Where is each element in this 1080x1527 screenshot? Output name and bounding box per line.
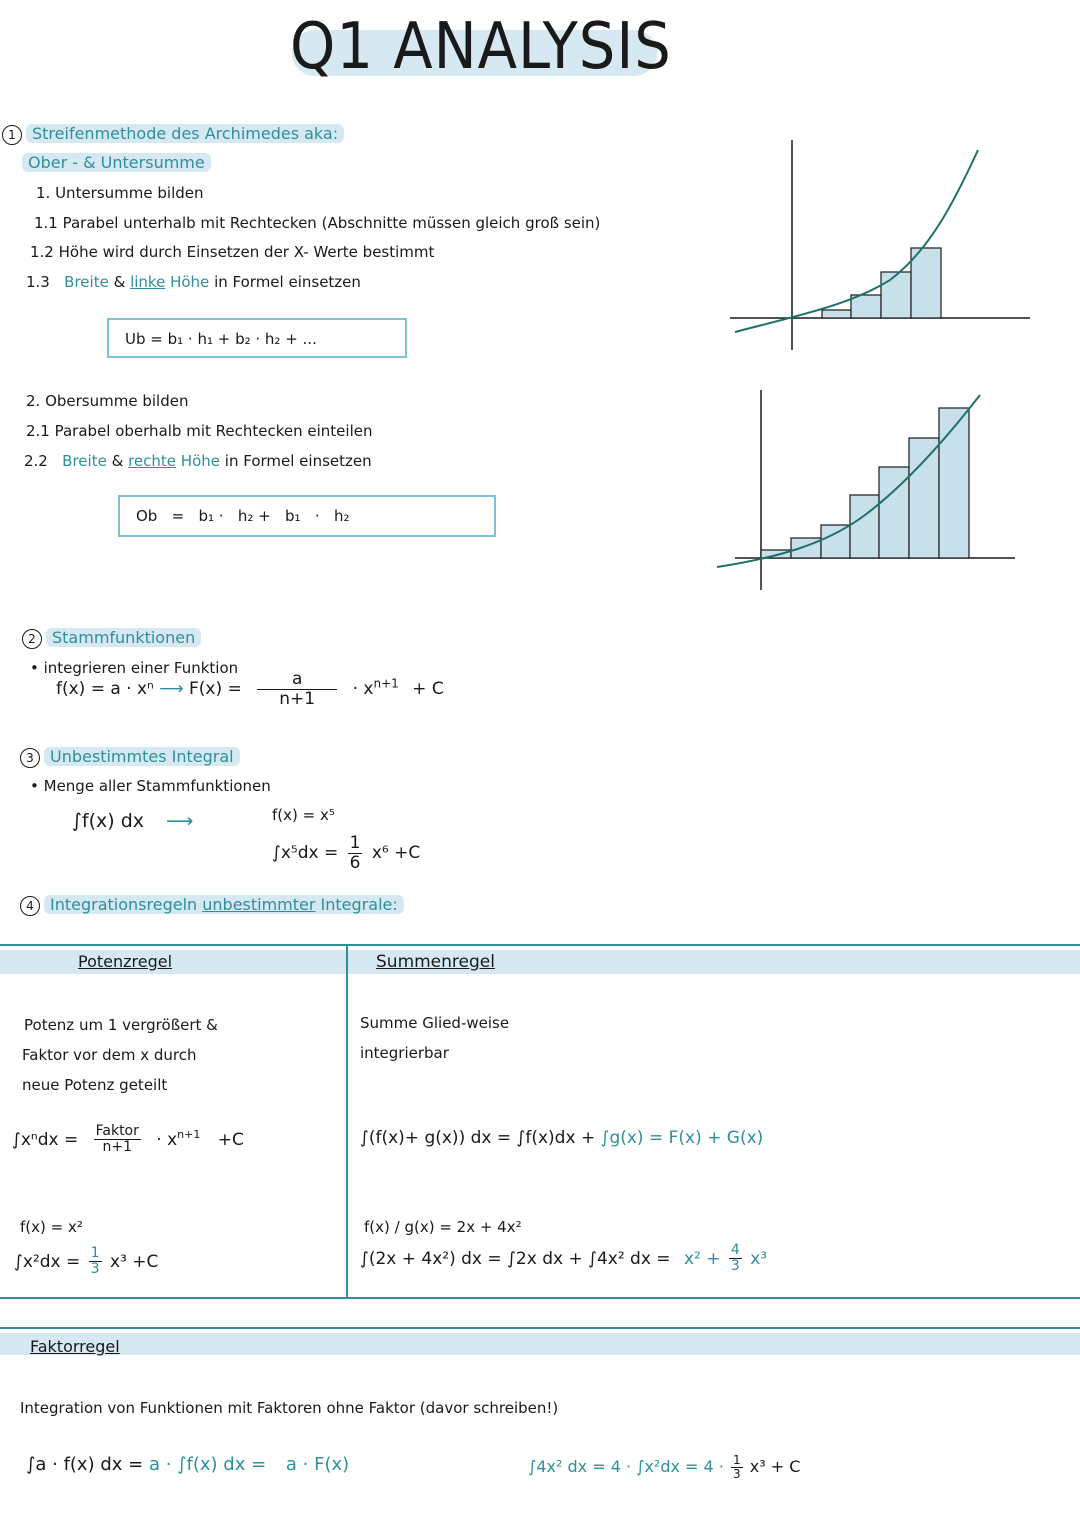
integral-text: ∫f(x) dx <box>72 810 145 832</box>
table-top-rule <box>0 944 1080 946</box>
fraction-numerator: 1 <box>90 1245 100 1261</box>
fraction-numerator: 4 <box>730 1242 740 1258</box>
summenregel-heading: Summenregel <box>376 952 495 972</box>
faktorregel-example <box>528 1454 800 1481</box>
line13-hoehe: Höhe <box>170 273 210 291</box>
untersumme-bar <box>881 272 911 318</box>
untersumme-formula: Ub = b₁ · h₁ + b₂ · h₂ + ... <box>125 330 317 348</box>
section4-heading-b: unbestimmter <box>202 895 316 914</box>
fraction-numerator: Faktor <box>95 1123 139 1139</box>
section2-bullet-text: integrieren einer Funktion <box>43 659 239 677</box>
fraction-denominator: 3 <box>90 1261 100 1278</box>
line22-prefix: 2.2 <box>24 452 48 470</box>
formula-fraction <box>257 670 337 708</box>
potenzregel-example-left: ∫x²dx = <box>14 1251 81 1272</box>
line13-prefix: 1.3 <box>26 273 50 291</box>
fraction-denominator: 3 <box>730 1258 740 1275</box>
potenzregel-formula <box>12 1124 244 1156</box>
faktorregel-example-tail: x³ + C <box>749 1457 801 1477</box>
integral-example-tail: x⁶ +C <box>371 843 421 864</box>
formula-left: f(x) = a · xⁿ <box>56 679 154 700</box>
section1-line: 2.1 Parabel oberhalb mit Rechtecken einteilen <box>26 422 373 440</box>
line13-breite: Breite <box>64 273 109 291</box>
summenregel-example-b: ∫2x dx + ∫4x² dx = <box>507 1248 671 1269</box>
potenzregel-line: neue Potenz geteilt <box>22 1076 168 1094</box>
formula-right: F(x) = <box>189 679 242 700</box>
obersumme-formula: Ob = b₁ · h₂ + b₁ · h₂ <box>136 507 350 525</box>
fraction-numerator: a <box>257 670 337 690</box>
potenzregel-example-fx: f(x) = x² <box>20 1218 83 1236</box>
potenzregel-line: Potenz um 1 vergrößert & <box>24 1016 218 1034</box>
arrow-icon: ⟶ <box>166 810 194 832</box>
obersumme-formula-box <box>118 495 496 537</box>
formula-tail: · x <box>352 679 374 700</box>
untersumme-bar <box>851 295 881 318</box>
section1-line-22 <box>24 452 372 470</box>
obersumme-bar <box>821 525 850 558</box>
section4-heading-text <box>44 895 404 914</box>
section2-heading <box>22 628 201 649</box>
untersumme-formula-box <box>107 318 407 358</box>
arrow-icon: ⟶ <box>159 679 184 700</box>
summenregel-formula-b: ∫f(x)dx + <box>516 1128 596 1148</box>
section1-line: 1. Untersumme bilden <box>36 184 204 202</box>
potenzregel-line: Faktor vor dem x durch <box>22 1046 197 1064</box>
summenregel-example-a: ∫(2x + 4x²) dx = <box>360 1248 502 1269</box>
summenregel-formula-a: ∫(f(x)+ g(x)) dx = <box>360 1128 512 1148</box>
integral-example-fraction <box>348 834 363 872</box>
section3-bullet: • Menge aller Stammfunktionen <box>30 777 271 795</box>
line22-amp: & <box>111 452 124 470</box>
line22-rechte: rechte <box>128 452 177 470</box>
summenregel-example-tail: x³ <box>750 1248 768 1269</box>
summenregel-line: Summe Glied-weise <box>360 1014 510 1032</box>
line22-hoehe: Höhe <box>180 452 220 470</box>
untersumme-bar <box>822 310 851 318</box>
table-divider <box>346 944 348 1298</box>
potenzregel-example <box>14 1246 158 1278</box>
potenzregel-constant: +C <box>217 1129 244 1150</box>
section1-line: 2. Obersumme bilden <box>26 392 189 410</box>
summenregel-example-fraction <box>729 1243 742 1275</box>
section1-line: 1.2 Höhe wird durch Einsetzen der X- Werte bestimmt <box>30 243 435 261</box>
faktorregel-formula-a: ∫a · f(x) dx = <box>26 1454 144 1475</box>
potenzregel-exponent: n+1 <box>177 1128 201 1142</box>
section1-subheading <box>22 153 211 172</box>
faktorregel-heading: Faktorregel <box>30 1337 120 1356</box>
section2-number: 2 <box>22 629 42 649</box>
faktorregel-formula-b: a · ∫f(x) dx = <box>148 1454 267 1475</box>
untersumme-bar <box>911 248 941 318</box>
section4-number: 4 <box>20 896 40 916</box>
fraction-denominator: 3 <box>733 1467 741 1482</box>
potenzregel-formula-left: ∫xⁿdx = <box>12 1129 79 1150</box>
section3-number: 3 <box>20 748 40 768</box>
potenzregel-example-fraction <box>89 1246 102 1278</box>
section3-heading-text: Unbestimmtes Integral <box>44 747 240 766</box>
obersumme-bar <box>939 408 969 558</box>
line13-rest: in Formel einsetzen <box>214 273 361 291</box>
untersumme-graph <box>730 140 1040 360</box>
integral-example-left: ∫x⁵dx = <box>272 843 339 864</box>
fraction-numerator: 1 <box>733 1453 741 1467</box>
section1-number: 1 <box>2 125 22 145</box>
section1-line: 1.1 Parabel unterhalb mit Rechtecken (Abschnitte müssen gleich groß sein) <box>34 214 601 232</box>
section4-heading <box>20 895 404 916</box>
obersumme-graph <box>715 390 1025 605</box>
fraction-denominator: 6 <box>349 852 361 873</box>
section1-heading-text: Streifenmethode des Archimedes aka: <box>26 124 344 143</box>
summenregel-example-fx: f(x) / g(x) = 2x + 4x² <box>364 1218 522 1236</box>
section3-bullet-text: Menge aller Stammfunktionen <box>43 777 271 795</box>
potenzregel-heading: Potenzregel <box>78 952 173 971</box>
section4-heading-a: Integrationsregeln <box>50 895 198 914</box>
faktorregel-example-fraction <box>731 1454 743 1481</box>
fraction-numerator: 1 <box>349 833 361 853</box>
formula-constant: + C <box>412 679 444 700</box>
faktorregel-formula <box>26 1454 349 1475</box>
faktorregel-example-a: ∫4x² dx = 4 · ∫x²dx = 4 · <box>528 1457 724 1477</box>
section3-heading <box>20 747 240 768</box>
integral-notation <box>72 810 193 832</box>
section1-heading <box>2 124 344 145</box>
summenregel-formula-c: ∫g(x) = F(x) + G(x) <box>600 1128 764 1148</box>
section1-subheading-text: Ober - & Untersumme <box>22 153 211 172</box>
stammfunktion-formula <box>56 670 444 708</box>
fraction-denominator: n+1 <box>102 1139 132 1156</box>
obersumme-bar <box>909 438 939 558</box>
potenzregel-formula-tail: · x <box>156 1129 178 1150</box>
summenregel-line: integrierbar <box>360 1044 449 1062</box>
fraction-denominator: n+1 <box>279 688 316 709</box>
page-title: Q1 ANALYSIS <box>290 10 672 84</box>
line22-breite: Breite <box>62 452 107 470</box>
section2-bullet: • integrieren einer Funktion <box>30 659 239 677</box>
summenregel-example <box>360 1243 767 1275</box>
section1-line-13 <box>26 273 361 291</box>
faktorregel-line: Integration von Funktionen mit Faktoren ohne Faktor (davor schreiben!) <box>20 1399 559 1417</box>
faktorregel-top-rule <box>0 1327 1080 1329</box>
summenregel-example-c: x² + <box>683 1248 721 1269</box>
line22-rest: in Formel einsetzen <box>224 452 372 470</box>
integral-example <box>272 834 420 872</box>
potenzregel-example-tail: x³ +C <box>109 1251 159 1272</box>
section2-heading-text: Stammfunktionen <box>46 628 201 647</box>
table-bottom-rule <box>0 1297 1080 1299</box>
summenregel-formula <box>360 1128 763 1148</box>
line13-linke: linke <box>130 273 166 291</box>
obersumme-bar <box>850 495 879 558</box>
line13-amp: & <box>113 273 126 291</box>
faktorregel-band <box>0 1333 1080 1355</box>
section4-heading-c: Integrale: <box>320 895 398 914</box>
formula-exponent: n+1 <box>373 676 399 691</box>
faktorregel-formula-c: a · F(x) <box>285 1454 350 1475</box>
integral-example-fx: f(x) = x⁵ <box>272 806 335 824</box>
potenzregel-fraction <box>94 1124 141 1156</box>
